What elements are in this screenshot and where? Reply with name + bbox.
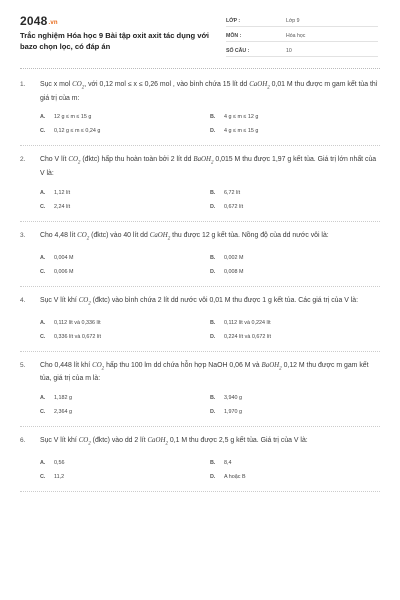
question-number: 1.: [20, 81, 26, 88]
answer-option[interactable]: [210, 266, 380, 280]
question-number: 3.: [20, 231, 26, 239]
option-letter: C.: [40, 408, 46, 415]
chemical-formula: [262, 362, 282, 369]
answer-option[interactable]: [210, 201, 380, 215]
question-item: [20, 361, 380, 427]
formula-subscript: 2: [77, 160, 81, 166]
answer-option[interactable]: [210, 331, 380, 345]
chemical-formula: [149, 231, 171, 242]
question-number: 2.: [20, 156, 26, 164]
question-number: 6.: [20, 436, 26, 444]
meta-key: LỚP :: [226, 18, 241, 24]
option-text: 0,224 lít và 0,672 lít: [224, 333, 272, 340]
logo-suffix: .vn: [48, 20, 58, 26]
formula-subscript: 2: [279, 365, 282, 371]
answer-option[interactable]: [40, 252, 210, 266]
answer-option[interactable]: [210, 187, 380, 201]
question-text: [40, 436, 380, 450]
chemical-formula: [147, 436, 168, 447]
answer-options: [40, 187, 380, 215]
option-text: 2,364 g: [54, 408, 72, 415]
option-text: 4 g ≤ m ≤ 12 g: [224, 114, 259, 121]
question-list: [20, 80, 380, 501]
option-text: 8,4: [224, 459, 232, 466]
answer-option[interactable]: [40, 125, 210, 139]
formula-subscript: 2: [167, 236, 171, 242]
option-text: 0,12 g ≤ m ≤ 0,24 g: [54, 128, 101, 135]
answer-option[interactable]: [210, 317, 380, 331]
option-text: 11,2: [54, 473, 65, 480]
site-logo[interactable]: [20, 14, 58, 28]
answer-option[interactable]: [40, 457, 210, 471]
answer-option[interactable]: [210, 111, 380, 125]
option-text: 1,12 lít: [54, 189, 71, 196]
option-letter: D.: [210, 473, 216, 480]
option-text: 1,970 g: [224, 408, 242, 415]
question-text-part: Sục x mol: [40, 81, 73, 88]
question-text: [40, 80, 380, 104]
chemical-formula: [193, 156, 214, 166]
option-letter: B.: [210, 254, 216, 261]
question-text-part: (đktc) vào dd 2 lít: [90, 436, 148, 444]
meta-value: Lớp 9: [286, 18, 300, 24]
answer-option[interactable]: [40, 266, 210, 280]
formula-base: BaOH: [261, 361, 280, 369]
meta-row-class: [226, 13, 378, 27]
option-text: 1,182 g: [54, 394, 72, 401]
answer-option[interactable]: [40, 331, 210, 345]
formula-base: CaOH: [147, 436, 166, 444]
question-text-part: (đktc) vào bình chứa 2 lít dd nước vôi 0,01 M thu được 1 g kết tủa. Các giá trị của V là:: [90, 296, 359, 304]
formula-base: CaOH: [249, 81, 268, 88]
answer-options: [40, 392, 380, 420]
answer-options: [40, 457, 380, 485]
answer-option[interactable]: [40, 187, 210, 201]
option-letter: A.: [40, 394, 46, 401]
page-header: [0, 0, 400, 62]
header-divider: [20, 68, 380, 69]
option-text: 0,112 lít và 0,224 lít: [224, 319, 271, 326]
option-letter: C.: [40, 333, 46, 340]
question-number: 5.: [20, 361, 26, 369]
chemical-formula: [72, 81, 85, 91]
meta-key: MÔN :: [226, 33, 242, 39]
question-text-part: (đktc) vào 40 lít dd: [89, 231, 150, 239]
chemical-formula: [79, 297, 91, 304]
question-text-part: Cho 4,48 lít: [40, 231, 78, 239]
question-text: [40, 361, 380, 385]
question-text-part: 0,015 M thu được 1,97 g kết tủa. Giá trị lớn nhất của V là:: [40, 156, 377, 178]
formula-subscript: 2: [81, 85, 85, 91]
option-text: 2,24 lít: [54, 203, 71, 210]
answer-option[interactable]: [40, 111, 210, 125]
question-text-part: (đktc) hấp thu hoàn toàn bởi 2 lít dd: [80, 156, 194, 164]
formula-subscript: 2: [101, 365, 105, 371]
meta-row-count: [226, 43, 378, 57]
option-letter: D.: [210, 408, 216, 415]
answer-option[interactable]: [40, 392, 210, 406]
option-letter: A.: [40, 114, 46, 121]
formula-subscript: 2: [88, 301, 91, 306]
option-letter: A.: [40, 319, 46, 326]
option-text: A hoặc B: [224, 473, 246, 480]
chemical-formula: [92, 362, 104, 369]
option-text: 0,672 lít: [224, 203, 244, 210]
question-number: 4.: [20, 296, 26, 304]
answer-option[interactable]: [210, 125, 380, 139]
formula-subscript: 2: [267, 85, 270, 91]
answer-option[interactable]: [210, 471, 380, 485]
chemical-formula: [77, 231, 90, 242]
answer-option[interactable]: [210, 406, 380, 420]
answer-option[interactable]: [210, 252, 380, 266]
answer-options: [40, 111, 380, 139]
option-letter: D.: [210, 268, 216, 275]
option-letter: C.: [40, 128, 46, 135]
formula-subscript: 2: [88, 441, 91, 447]
option-text: 0,006 M: [54, 268, 74, 275]
answer-option[interactable]: [210, 392, 380, 406]
formula-subscript: 2: [86, 236, 90, 242]
formula-base: CO: [78, 436, 89, 444]
option-text: 0,004 M: [54, 254, 74, 261]
formula-base: CO: [77, 231, 87, 239]
formula-base: CaOH: [149, 231, 168, 239]
question-text-part: Cho V lít: [40, 156, 69, 164]
option-letter: B.: [210, 319, 216, 326]
question-text-part: Cho 0,448 lít khí: [40, 361, 93, 369]
question-text: [40, 231, 380, 245]
option-letter: D.: [210, 333, 216, 340]
question-text-part: hấp thu 100 lm dd chứa hỗn hợp NaOH 0,06 M và: [104, 361, 262, 369]
meta-value: Hóa học: [286, 33, 306, 39]
formula-base: CO: [72, 81, 82, 88]
question-item: [20, 231, 380, 287]
question-text: [40, 296, 380, 310]
option-text: 6,72 lít: [224, 189, 241, 196]
formula-base: CO: [78, 296, 89, 304]
answer-options: [40, 317, 380, 345]
option-text: 0,008 M: [224, 268, 244, 275]
option-text: 3,940 g: [224, 394, 242, 401]
question-item: [20, 80, 380, 146]
question-item: [20, 436, 380, 492]
option-letter: A.: [40, 254, 46, 261]
document-title: Trắc nghiệm Hóa học 9 Bài tập oxit axit tác dụng với bazo chọn lọc, có đáp án: [20, 31, 209, 51]
question-text-part: Sục V lít khí: [40, 296, 79, 304]
question-item: [20, 296, 380, 352]
option-text: 12 g ≤ m ≤ 15 g: [54, 114, 92, 121]
option-letter: A.: [40, 459, 46, 466]
formula-subscript: 2: [210, 160, 214, 166]
option-letter: C.: [40, 268, 46, 275]
option-text: 0,336 lít và 0,672 lít: [54, 333, 102, 340]
formula-base: CO: [92, 361, 102, 369]
option-letter: B.: [210, 459, 216, 466]
question-text-part: Sục V lít khí: [40, 436, 79, 444]
question-text-part: 0,12 M thu được m gam kết tủa, giá trị của m là:: [40, 361, 369, 383]
answer-option[interactable]: [40, 471, 210, 485]
question-text-part: 0,1 M thu được 2,5 g kết tủa. Giá trị của V là:: [167, 436, 308, 444]
formula-base: BaOH: [193, 156, 211, 164]
question-item: [20, 155, 380, 221]
answer-option[interactable]: [40, 201, 210, 215]
answer-option[interactable]: [40, 406, 210, 420]
option-letter: D.: [210, 128, 216, 135]
formula-base: CO: [68, 156, 78, 164]
option-letter: C.: [40, 203, 46, 210]
logo-text: 2048: [20, 14, 48, 28]
option-text: 0,56: [54, 459, 65, 466]
answer-option[interactable]: [40, 317, 210, 331]
chemical-formula: [249, 81, 270, 91]
option-text: 4 g ≤ m ≤ 15 g: [224, 128, 259, 135]
question-text: [40, 155, 380, 179]
option-letter: C.: [40, 473, 46, 480]
answer-option[interactable]: [210, 457, 380, 471]
option-text: 0,002 M: [224, 254, 244, 261]
chemical-formula: [78, 436, 91, 447]
option-letter: B.: [210, 114, 216, 121]
option-letter: B.: [210, 189, 216, 196]
formula-subscript: 2: [165, 441, 168, 447]
meta-key: SỐ CÂU :: [226, 48, 250, 54]
answer-options: [40, 252, 380, 280]
meta-value: 10: [286, 48, 292, 54]
question-text-part: , với 0,12 mol ≤ x ≤ 0,26 mol , vào bình chứa 15 lít dd: [84, 81, 250, 88]
option-letter: B.: [210, 394, 216, 401]
chemical-formula: [68, 156, 81, 166]
meta-row-subject: [226, 28, 378, 42]
question-text-part: thu được 12 g kết tủa. Nồng độ của dd nước vôi là:: [170, 231, 329, 239]
option-letter: A.: [40, 189, 46, 196]
question-text-part: 0,01 M thu được m gam kết tủa thì giá trị của m:: [40, 81, 378, 102]
option-letter: D.: [210, 203, 216, 210]
option-text: 0,112 lít và 0,336 lít: [54, 319, 101, 326]
